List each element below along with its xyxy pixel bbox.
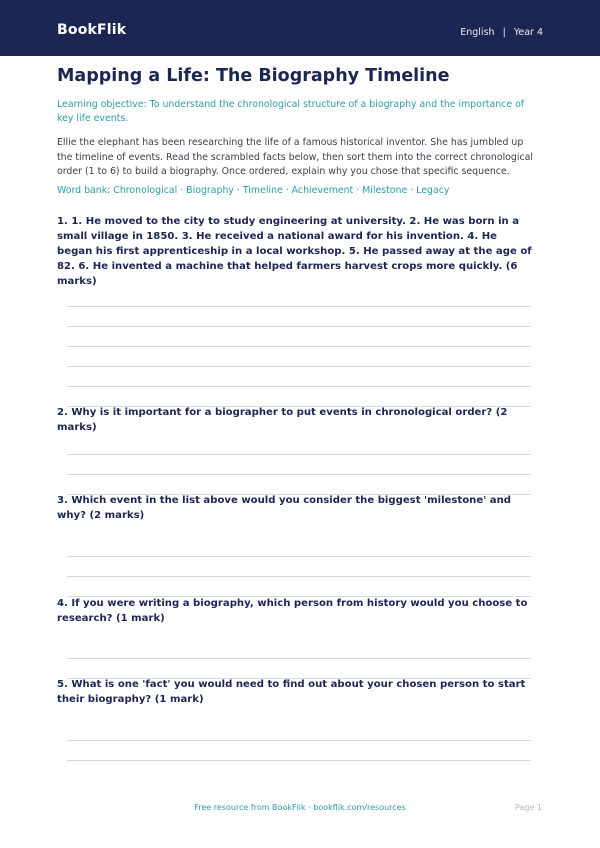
- page-header: [0, 0, 600, 56]
- answer-line[interactable]: [67, 346, 531, 347]
- question-4: 4. If you were writing a biography, which person from history would you choose to research? (1 mark): [57, 598, 528, 624]
- answer-line[interactable]: [67, 556, 531, 557]
- answer-line[interactable]: [67, 386, 531, 387]
- answer-line[interactable]: [67, 306, 531, 307]
- header-separator: |: [502, 27, 506, 38]
- worksheet-title: Mapping a Life: The Biography Timeline: [57, 66, 450, 86]
- year-label: Year 4: [513, 27, 543, 38]
- answer-line[interactable]: [67, 326, 531, 327]
- brand-logo: BookFlik: [57, 22, 127, 38]
- subject-year-label: [460, 27, 543, 38]
- word-bank: Word bank: Chronological · Biography · Timeline · Achievement · Milestone · Legacy: [57, 185, 450, 196]
- question-5: 5. What is one 'fact' you would need to find out about your chosen person to start their biography? (1 mark): [57, 679, 526, 705]
- answer-line[interactable]: [67, 740, 531, 741]
- question-2: 2. Why is it important for a biographer to put events in chronological order? (2 marks): [57, 407, 508, 433]
- answer-line[interactable]: [67, 366, 531, 367]
- learning-objective: Learning objective: To understand the chronological structure of a biography and the importance of key life events.: [57, 99, 525, 124]
- answer-line[interactable]: [67, 658, 531, 659]
- subject-label: English: [460, 27, 495, 38]
- answer-line[interactable]: [67, 576, 531, 577]
- footer-credit[interactable]: Free resource from BookFlik · bookflik.com/resources: [194, 803, 406, 812]
- question-1: 1. 1. He moved to the city to study engineering at university. 2. He was born in a small village in 1850. 3. He received a national award for his invention. 4. He began his first apprenticeship in a local workshop. 5. He passed away at the age of 82. 6. He invented a machine that helped farmers harvest crops more quickly. (6 marks): [57, 216, 532, 287]
- answer-line[interactable]: [67, 454, 531, 455]
- question-3: 3. Which event in the list above would you consider the biggest 'milestone' and why? (2 marks): [57, 495, 512, 521]
- page-number: Page 1: [515, 803, 542, 812]
- intro-paragraph: Ellie the elephant has been researching the life of a famous historical inventor. She has jumbled up the timeline of events. Read the scrambled facts below, then sort them into the correct chronological order (1 to 6) to build a biography. Once ordered, explain why you chose that specific sequence.: [57, 137, 533, 177]
- answer-line[interactable]: [67, 760, 531, 761]
- answer-line[interactable]: [67, 474, 531, 475]
